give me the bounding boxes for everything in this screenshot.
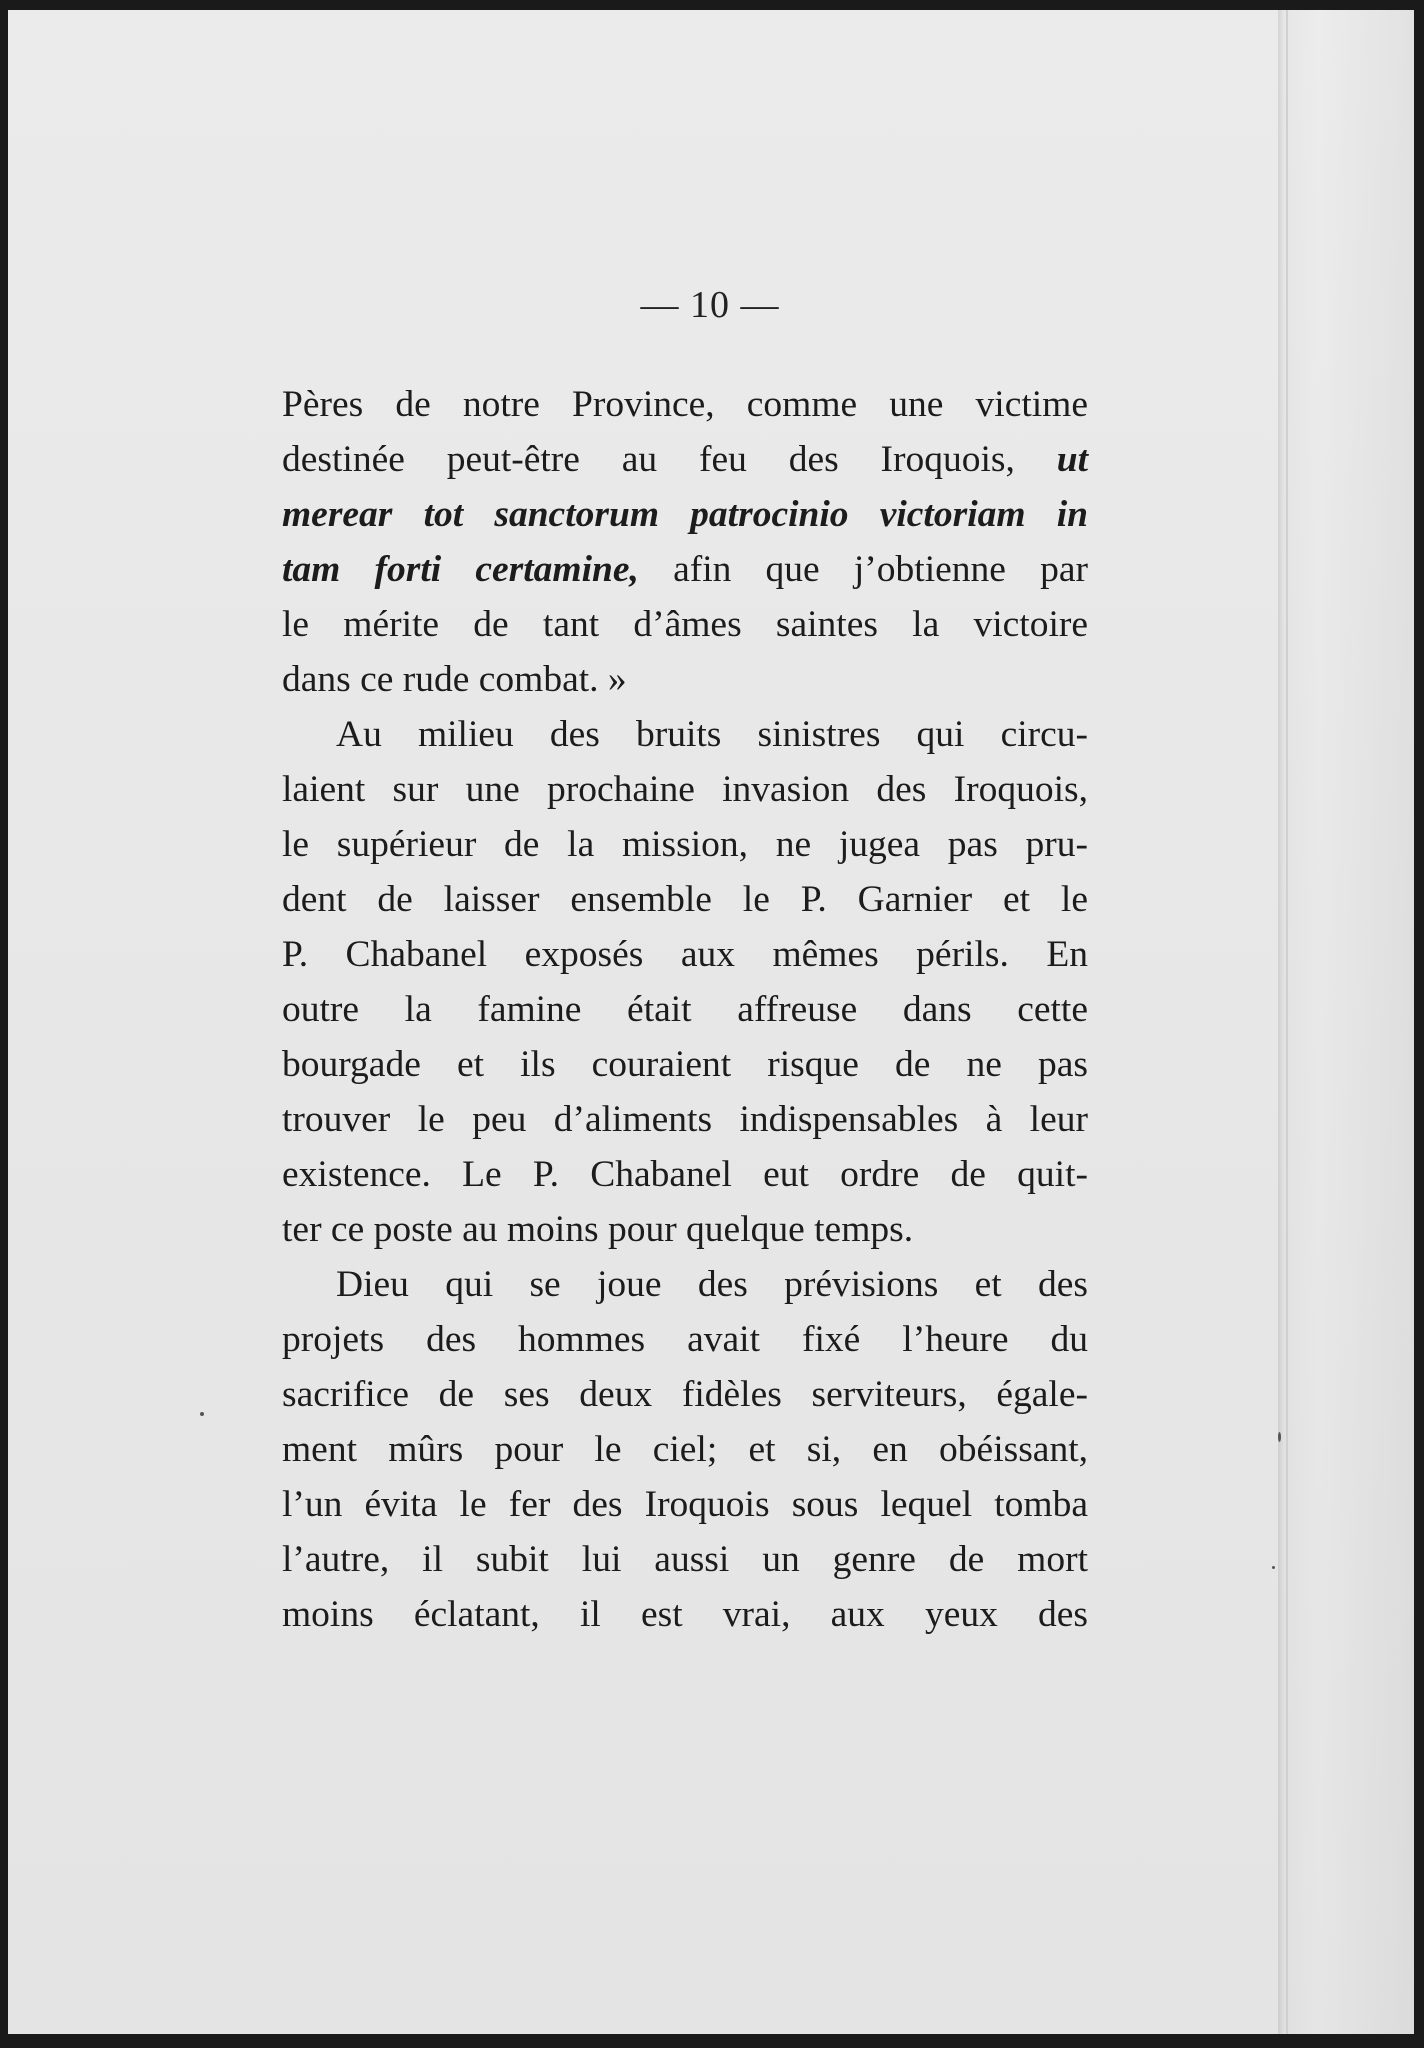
- text-line: [282, 1147, 1088, 1202]
- text-line: [282, 487, 1088, 542]
- text-line: [282, 1367, 1088, 1422]
- print-speck: [200, 1412, 204, 1416]
- text-line: [282, 762, 1088, 817]
- text-run: outre la famine était affreuse dans cette: [282, 989, 1088, 1030]
- text-run: Au milieu des bruits sinistres qui circu-: [336, 714, 1088, 755]
- text-run: ter ce poste au moins pour quelque temps.: [282, 1209, 914, 1250]
- body-text: [282, 377, 1088, 1642]
- paragraph: [282, 1257, 1088, 1642]
- text-run: laient sur une prochaine invasion des Iroquois,: [282, 769, 1088, 810]
- latin-quote: merear tot sanctorum patrocinio victoriam in: [282, 494, 1088, 535]
- text-run: le mérite de tant d’âmes saintes la victoire: [282, 604, 1088, 645]
- text-line: [282, 1257, 1088, 1312]
- text-line: [282, 707, 1088, 762]
- text-run: le supérieur de la mission, ne jugea pas pru-: [282, 824, 1088, 865]
- latin-quote: tam forti certamine,: [282, 549, 639, 590]
- text-line: [282, 1477, 1088, 1532]
- text-line: [282, 1037, 1088, 1092]
- text-line: [282, 1532, 1088, 1587]
- text-run: trouver le peu d’aliments indispensables à leur: [282, 1099, 1088, 1140]
- text-line: [282, 817, 1088, 872]
- text-line: [282, 597, 1088, 652]
- text-line: [282, 652, 1088, 707]
- page-number: — 10 —: [640, 284, 780, 326]
- text-run: afin que j’obtienne par: [638, 549, 1088, 590]
- print-speck: [1278, 1432, 1281, 1442]
- text-run: bourgade et ils couraient risque de ne pas: [282, 1044, 1088, 1085]
- text-line: [282, 1202, 1088, 1257]
- print-speck: [1272, 1566, 1275, 1569]
- text-run: Dieu qui se joue des prévisions et des: [336, 1264, 1088, 1305]
- text-line: [282, 432, 1088, 487]
- text-run: P. Chabanel exposés aux mêmes périls. En: [282, 934, 1088, 975]
- text-run: sacrifice de ses deux fidèles serviteurs, égale-: [282, 1374, 1088, 1415]
- text-line: [282, 377, 1088, 432]
- paragraph: [282, 377, 1088, 707]
- text-run: dans ce rude combat. »: [282, 659, 627, 700]
- text-line: [282, 1422, 1088, 1477]
- text-line: [282, 927, 1088, 982]
- text-line: [282, 1312, 1088, 1367]
- text-run: ment mûrs pour le ciel; et si, en obéissant,: [282, 1429, 1088, 1470]
- text-run: existence. Le P. Chabanel eut ordre de quit-: [282, 1154, 1088, 1195]
- latin-quote: ut: [1056, 439, 1088, 480]
- text-line: [282, 542, 1088, 597]
- page-fold-shadow: [1278, 10, 1414, 2034]
- text-line: [282, 982, 1088, 1037]
- text-line: [282, 872, 1088, 927]
- text-run: dent de laisser ensemble le P. Garnier et le: [282, 879, 1088, 920]
- text-run: projets des hommes avait fixé l’heure du: [282, 1319, 1088, 1360]
- page-fold-line: [1286, 10, 1288, 2034]
- text-run: l’autre, il subit lui aussi un genre de mort: [282, 1539, 1088, 1580]
- text-run: Pères de notre Province, comme une victime: [282, 384, 1088, 425]
- text-line: [282, 1092, 1088, 1147]
- text-run: moins éclatant, il est vrai, aux yeux des: [282, 1594, 1088, 1635]
- text-run: destinée peut-être au feu des Iroquois,: [282, 439, 1057, 480]
- text-line: [282, 1587, 1088, 1642]
- paragraph: [282, 707, 1088, 1257]
- text-run: l’un évita le fer des Iroquois sous lequel tomba: [282, 1484, 1088, 1525]
